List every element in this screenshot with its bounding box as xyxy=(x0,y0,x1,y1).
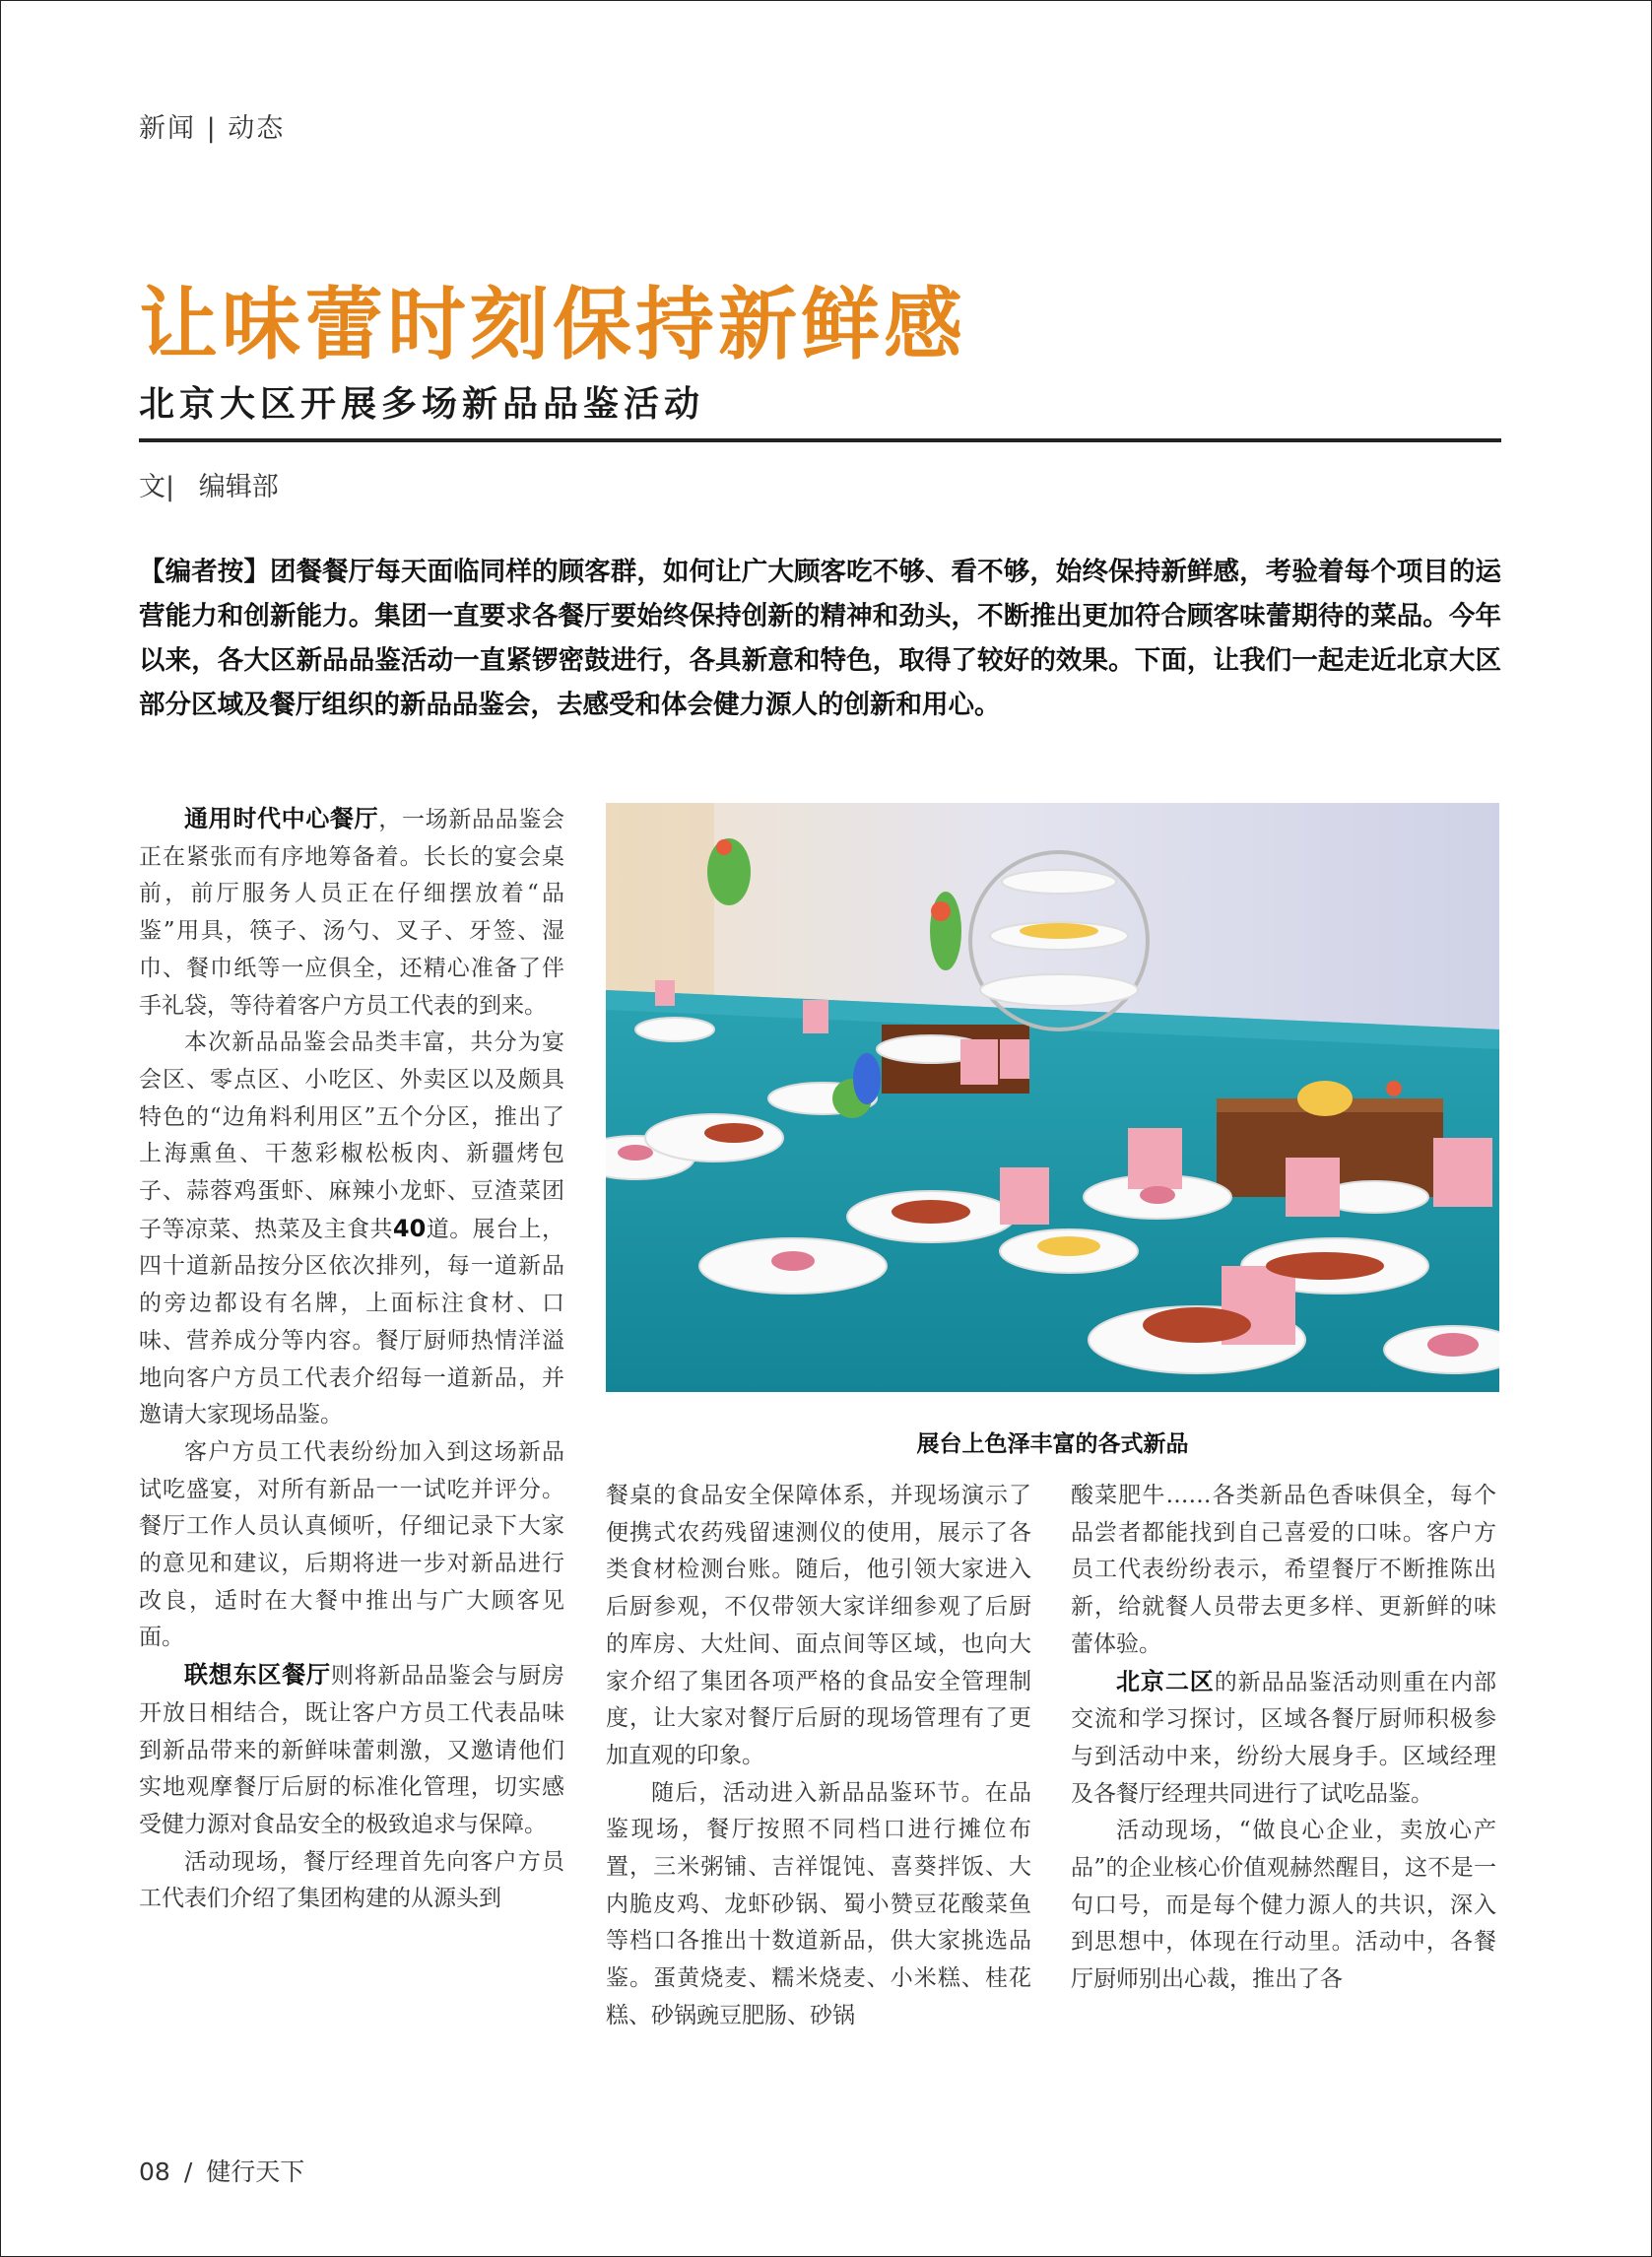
paragraph: 本次新品品鉴会品类丰富，共分为宴会区、零点区、小吃区、外卖区以及颇具特色的“边角料利用区”五个分区，推出了上海熏鱼、干葱彩椒松板肉、新疆烤包子、蒜蓉鸡蛋虾、麻辣小龙虾、豆渣菜团子等凉菜、热菜及主食共40道。展台上，四十道新品按分区依次排列，每一道新品的旁边都设有名牌，上面标注食材、口味、营养成分等内容。餐厅厨师热情洋溢地向客户方员工代表介绍每一道新品，并邀请大家现场品鉴。 xyxy=(139,1029,565,1428)
paragraph: 酸菜肥牛……各类新品色香味俱全，每个品尝者都能找到自己喜爱的口味。客户方员工代表纷纷表示，希望餐厅不断推陈出新，给就餐人员带去更多样、更新鲜的味蕾体验。 xyxy=(1071,1483,1496,1657)
page-number: 08 xyxy=(139,2157,170,2186)
photo-caption: 展台上色泽丰富的各式新品 xyxy=(916,1431,1189,1457)
food-display-photo xyxy=(606,803,1499,1392)
venue-name: 通用时代中心餐厅 xyxy=(184,805,379,832)
venue-name: 联想东区餐厅 xyxy=(184,1661,331,1690)
paragraph: 活动现场，“做良心企业，卖放心产品”的企业核心价值观赫然醒目，这不是一句口号，而是每个健力源人的共识，深入到思想中，体现在行动里。活动中，各餐厅厨师别出心裁，推出了各 xyxy=(1071,1818,1496,1993)
dish-count: 40 xyxy=(392,1214,427,1242)
body-column-2 xyxy=(606,1478,1031,2035)
byline-label: 文| xyxy=(139,472,175,502)
section-label: 新闻 | 动态 xyxy=(139,113,286,144)
paragraph: 随后，活动进入新品品鉴环节。在品鉴现场，餐厅按照不同档口进行摊位布置，三米粥铺、吉祥馄饨、喜葵拌饭、大内脆皮鸡、龙虾砂锅、蜀小赞豆花酸菜鱼等档口各推出十数道新品，供大家挑选品鉴。蛋黄烧麦、糯米烧麦、小米糕、桂花糕、砂锅豌豆肥肠、砂锅 xyxy=(606,1779,1031,2028)
byline-author: 编辑部 xyxy=(198,472,279,502)
title-rule xyxy=(139,438,1501,442)
article-subtitle: 北京大区开展多场新品品鉴活动 xyxy=(139,384,705,425)
magazine-name: 健行天下 xyxy=(206,2157,305,2186)
article-title: 让味蕾时刻保持新鲜感 xyxy=(139,278,966,370)
paragraph: 餐桌的食品安全保障体系，并现场演示了便携式农药残留速测仪的使用，展示了各类食材检测台账。随后，他引领大家进入后厨参观，不仅带领大家详细参观了后厨的库房、大灶间、面点间等区域，也向大家介绍了集团各项严格的食品安全管理制度，让大家对餐厅后厨的现场管理有了更加直观的印象。 xyxy=(606,1483,1031,1768)
page-footer xyxy=(139,2153,304,2188)
byline xyxy=(139,465,279,503)
paragraph: 通用时代中心餐厅，一场新品品鉴会正在紧张而有序地筹备着。长长的宴会桌前，前厅服务人员正在仔细摆放着“品鉴”用具，筷子、汤勺、叉子、牙签、湿巾、餐巾纸等一应俱全，还精心准备了伴手礼袋，等待着客户方员工代表的到来。 xyxy=(139,805,565,1019)
body-column-1 xyxy=(139,801,564,1918)
paragraph: 活动现场，餐厅经理首先向客户方员工代表们介绍了集团构建的从源头到 xyxy=(139,1848,564,1912)
paragraph: 客户方员工代表纷纷加入到这场新品试吃盛宴，对所有新品一一试吃并评分。餐厅工作人员认真倾听，仔细记录下大家的意见和建议，后期将进一步对新品进行改良，适时在大餐中推出与广大顾客见面。 xyxy=(139,1438,564,1651)
editor-note: 【编者按】团餐餐厅每天面临同样的顾客群，如何让广大顾客吃不够、看不够，始终保持新鲜感，考验着每个项目的运营能力和创新能力。集团一直要求各餐厅要始终保持创新的精神和劲头，不断推出更加符合顾客味蕾期待的菜品。今年以来，各大区新品品鉴活动一直紧锣密鼓进行，各具新意和特色，取得了较好的效果。下面，让我们一起走近北京大区部分区域及餐厅组织的新品品鉴会，去感受和体会健力源人的创新和用心。 xyxy=(139,557,1501,720)
footer-divider: / xyxy=(183,2157,193,2186)
paragraph: 联想东区餐厅则将新品品鉴会与厨房开放日相结合，既让客户方员工代表品味到新品带来的新鲜味蕾刺激，又邀请他们实地观摩餐厅后厨的标准化管理，切实感受健力源对食品安全的极致追求与保障。 xyxy=(139,1661,565,1837)
photo-illustration xyxy=(606,803,1499,1392)
body-column-3 xyxy=(1071,1478,1496,1999)
paragraph: 北京二区的新品品鉴活动则重在内部交流和学习探讨，区域各餐厅厨师积极参与到活动中来，纷纷大展身手。区域经理及各餐厅经理共同进行了试吃品鉴。 xyxy=(1071,1667,1497,1807)
venue-name: 北京二区 xyxy=(1116,1667,1215,1695)
